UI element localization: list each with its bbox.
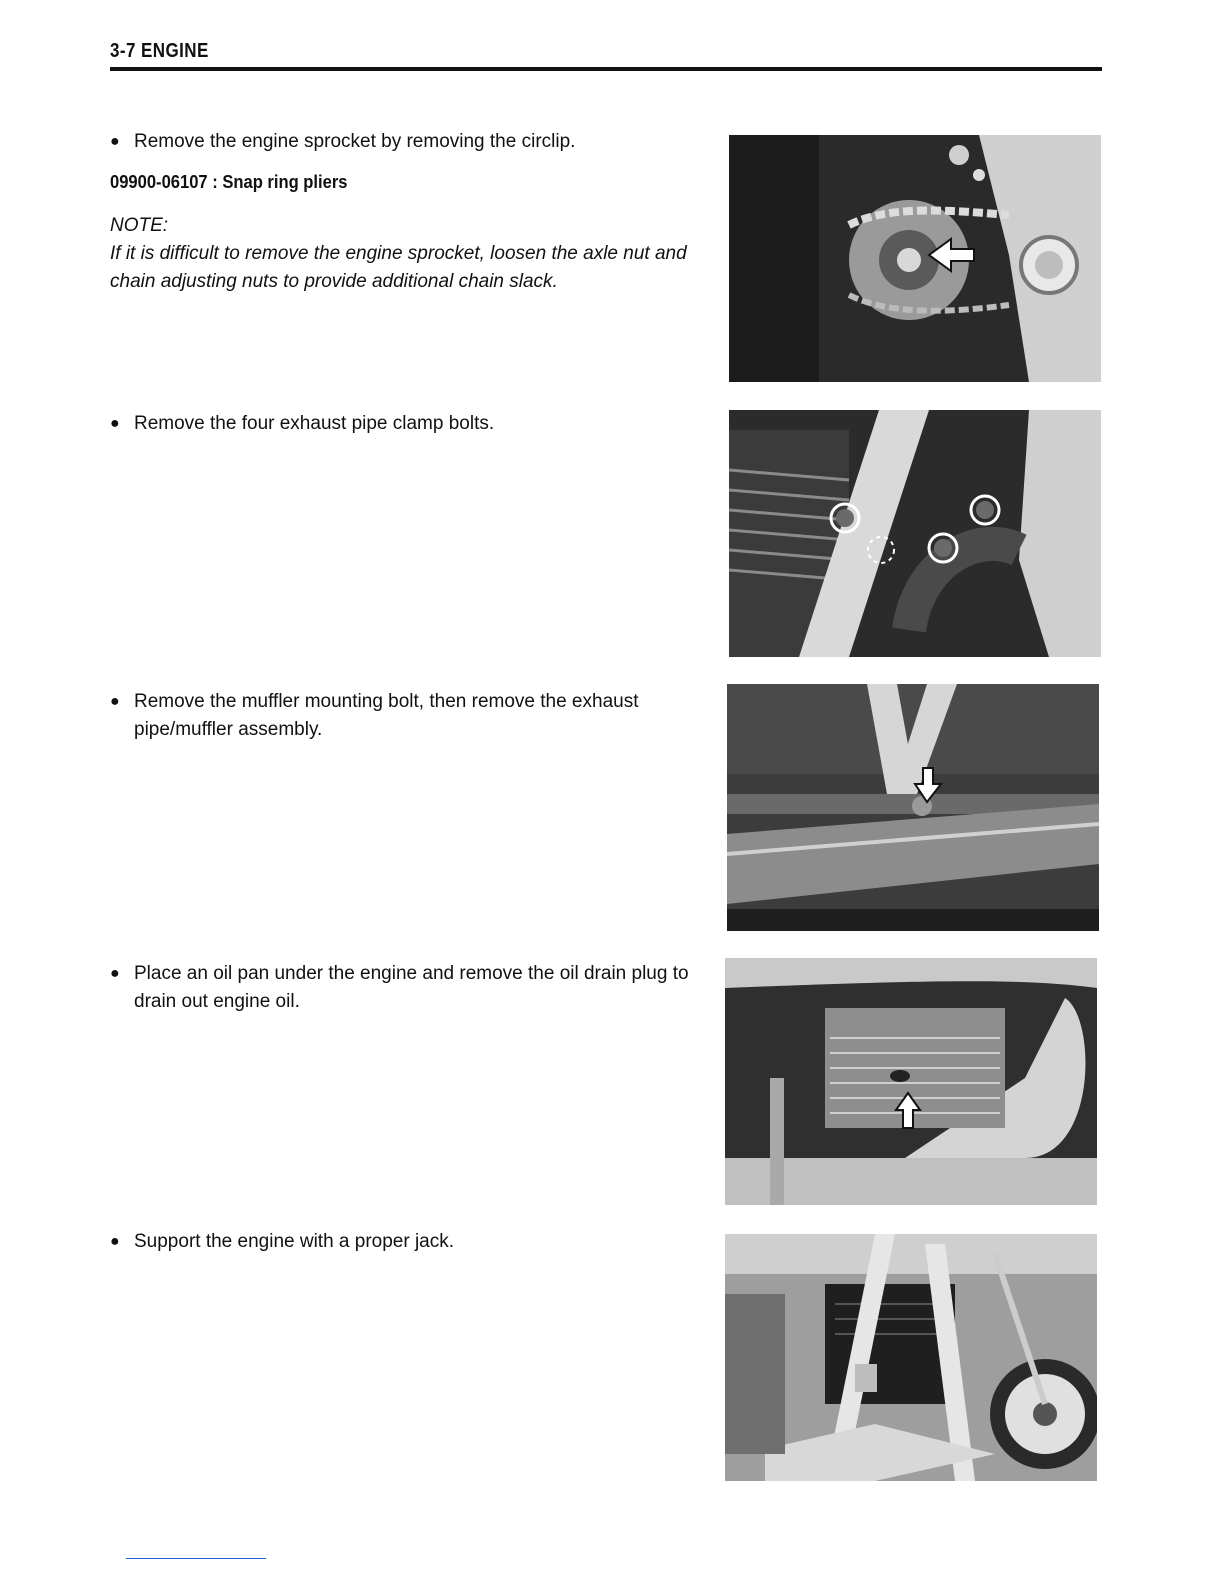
photo-oil-drain-plug [725, 958, 1097, 1205]
step-remove-sprocket [110, 128, 710, 296]
page-header [110, 40, 1102, 63]
photo-muffler-mounting-bolt [727, 684, 1099, 931]
step-text: Remove the muffler mounting bolt, then remove the exhaust pipe/muffler assembly. [134, 691, 639, 740]
step-drain-oil [110, 960, 710, 1016]
section-title: 3-7 ENGINE [110, 40, 209, 62]
footer-line [126, 1558, 266, 1559]
bullet: ● [110, 693, 120, 710]
step-text: Support the engine with a proper jack. [134, 1231, 455, 1252]
step-text: Place an oil pan under the engine and remove the oil drain plug to drain out engine oil. [134, 963, 689, 1012]
photo-engine-jack [725, 1234, 1097, 1481]
step-support-engine [110, 1228, 710, 1256]
bullet: ● [110, 415, 120, 432]
special-tool: 09900-06107 : Snap ring pliers [110, 172, 348, 192]
step-remove-muffler [110, 688, 710, 744]
step-text: Remove the engine sprocket by removing the circlip. [134, 131, 576, 152]
note-body: If it is difficult to remove the engine sprocket, loosen the axle nut and chain adjusting nuts to provide additional chain slack. [110, 243, 687, 292]
photo-exhaust-clamp-bolts [729, 410, 1101, 657]
header-rule [110, 67, 1102, 71]
bullet: ● [110, 1233, 120, 1250]
step-text: Remove the four exhaust pipe clamp bolts. [134, 413, 495, 434]
photo-engine-sprocket [729, 135, 1101, 382]
bullet: ● [110, 965, 120, 982]
note-title: NOTE: [110, 215, 169, 236]
step-remove-clamp-bolts [110, 410, 710, 438]
bullet: ● [110, 133, 120, 150]
